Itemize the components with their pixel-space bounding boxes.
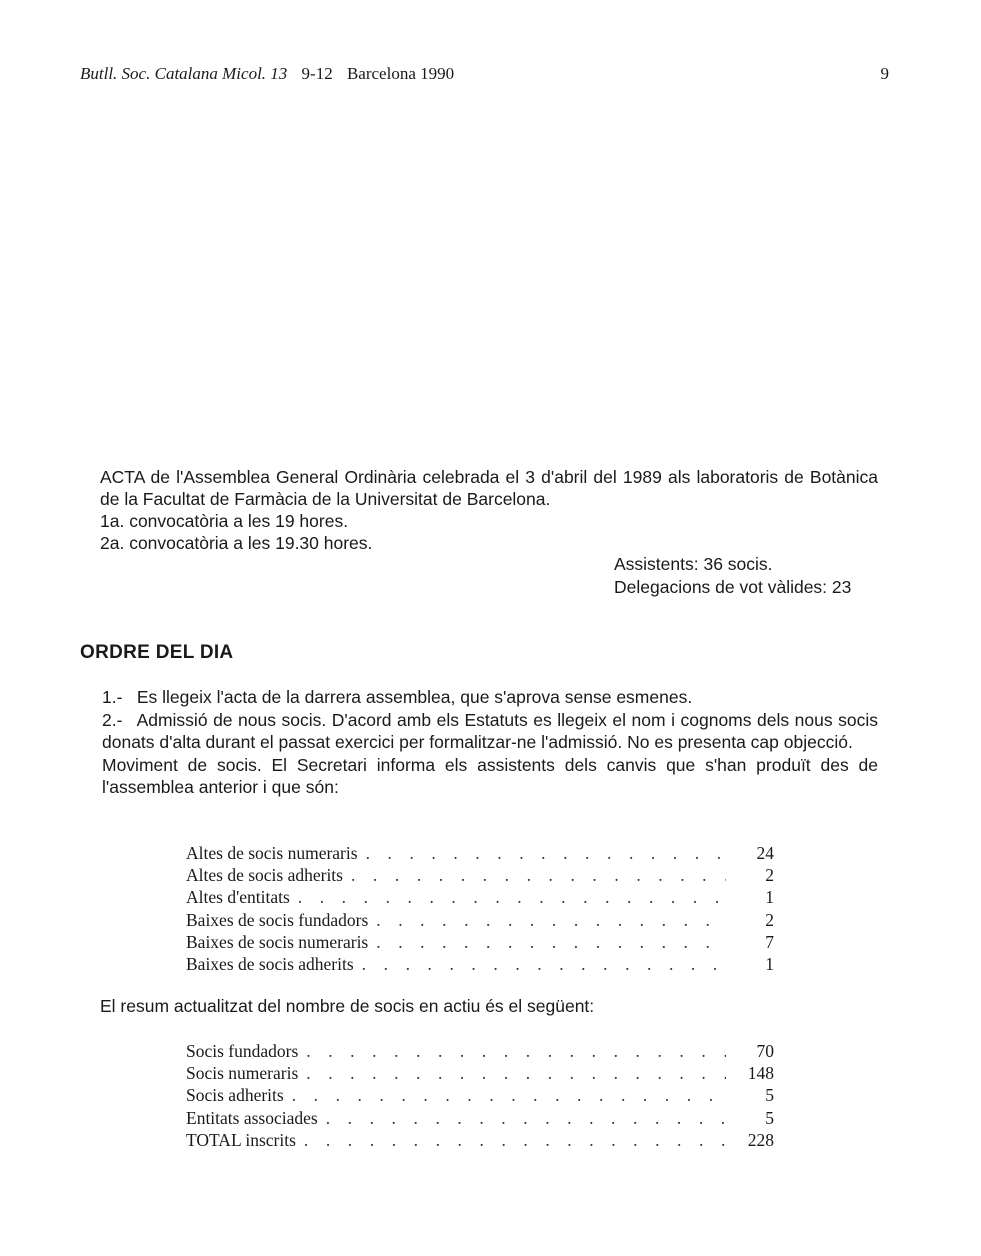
agenda-item-2-text: Admissió de nous socis. D'acord amb els Estatuts es llegeix el nom i cognoms dels nous socis donats d'alta durant el passat exercici per formalitzar-ne l'admissió. No es presenta cap objecció. bbox=[102, 709, 878, 752]
row-label: Baixes de socis numeraris bbox=[186, 931, 369, 952]
agenda-item-1 bbox=[80, 686, 878, 709]
row-value: 148 bbox=[747, 1063, 774, 1084]
row-value: 2 bbox=[765, 909, 774, 930]
row-label: Socis fundadors bbox=[186, 1041, 299, 1061]
dot-leader bbox=[298, 1062, 726, 1084]
dot-leader bbox=[290, 886, 726, 908]
table-row bbox=[186, 1062, 774, 1084]
summary-intro: El resum actualitzat del nombre de socis en actiu és el següent: bbox=[100, 996, 595, 1016]
place-year: Barcelona 1990 bbox=[346, 64, 455, 83]
first-call: 1a. convocatòria a les 19 hores. bbox=[100, 511, 349, 531]
row-label: Altes d'entitats bbox=[186, 887, 290, 908]
table-row bbox=[186, 1129, 774, 1151]
dot-leader bbox=[343, 864, 726, 886]
agenda-item-1-number: 1.- bbox=[102, 687, 123, 707]
table-row bbox=[186, 1040, 774, 1062]
membership-changes-table bbox=[186, 842, 774, 975]
membership-movement-text: Moviment de socis. El Secretari informa els assistents dels canvis que s'han produït des de l'assemblea anterior i que són: bbox=[102, 754, 878, 797]
valid-delegations: Delegacions de vot vàlides: 23 bbox=[614, 577, 852, 597]
row-value: 7 bbox=[765, 931, 774, 952]
row-value: 1 bbox=[765, 887, 774, 908]
attendance-block bbox=[614, 553, 851, 599]
table-row bbox=[186, 886, 774, 908]
second-call: 2a. convocatòria a les 19.30 hores. bbox=[100, 533, 373, 553]
agenda-item-1-text: Es llegeix l'acta de la darrera assemblea, que s'aprova sense esmenes. bbox=[136, 687, 693, 707]
row-label: Baixes de socis adherits bbox=[186, 954, 354, 975]
row-label: Altes de socis numeraris bbox=[186, 843, 358, 863]
intro-block bbox=[100, 466, 878, 554]
running-header bbox=[80, 64, 889, 88]
row-value: 2 bbox=[765, 865, 774, 886]
row-label: Entitats associades bbox=[186, 1107, 318, 1128]
table-row bbox=[186, 1107, 774, 1129]
page-number: 9 bbox=[880, 64, 889, 83]
row-label: Altes de socis adherits bbox=[186, 865, 343, 886]
row-value: 1 bbox=[765, 954, 774, 975]
intro-paragraph: ACTA de l'Assemblea General Ordinària celebrada el 3 d'abril del 1989 als laboratoris de Botànica de la Facultat de Farmàcia de la Universitat de Barcelona. bbox=[100, 467, 878, 509]
row-value: 24 bbox=[756, 843, 774, 863]
agenda-heading: ORDRE DEL DIA bbox=[80, 642, 234, 663]
table-row bbox=[186, 842, 774, 864]
table-row bbox=[186, 953, 774, 975]
dot-leader bbox=[296, 1129, 726, 1151]
row-value: 228 bbox=[747, 1129, 774, 1150]
page-range: 9-12 bbox=[301, 64, 333, 83]
active-members-summary-table bbox=[186, 1040, 774, 1151]
row-label: Socis adherits bbox=[186, 1085, 284, 1106]
table-row bbox=[186, 931, 774, 953]
row-label: Baixes de socis fundadors bbox=[186, 909, 369, 930]
table-row bbox=[186, 864, 774, 886]
table-row bbox=[186, 1084, 774, 1106]
table-row bbox=[186, 909, 774, 931]
dot-leader bbox=[358, 842, 726, 864]
row-value: 5 bbox=[765, 1107, 774, 1128]
dot-leader bbox=[368, 931, 726, 953]
dot-leader bbox=[354, 953, 726, 975]
dot-leader bbox=[284, 1084, 726, 1106]
agenda-body bbox=[80, 686, 878, 799]
agenda-item-2-number: 2.- bbox=[102, 709, 123, 730]
dot-leader bbox=[298, 1040, 726, 1062]
attendees-count: Assistents: 36 socis. bbox=[614, 554, 773, 574]
row-label: Socis numeraris bbox=[186, 1063, 299, 1084]
agenda-item-2 bbox=[80, 709, 878, 754]
row-label: TOTAL inscrits bbox=[186, 1129, 296, 1150]
dot-leader bbox=[318, 1107, 726, 1129]
row-value: 70 bbox=[756, 1041, 774, 1061]
row-value: 5 bbox=[765, 1085, 774, 1106]
dot-leader bbox=[368, 909, 726, 931]
journal-citation: Butll. Soc. Catalana Micol. 13 bbox=[80, 64, 288, 83]
